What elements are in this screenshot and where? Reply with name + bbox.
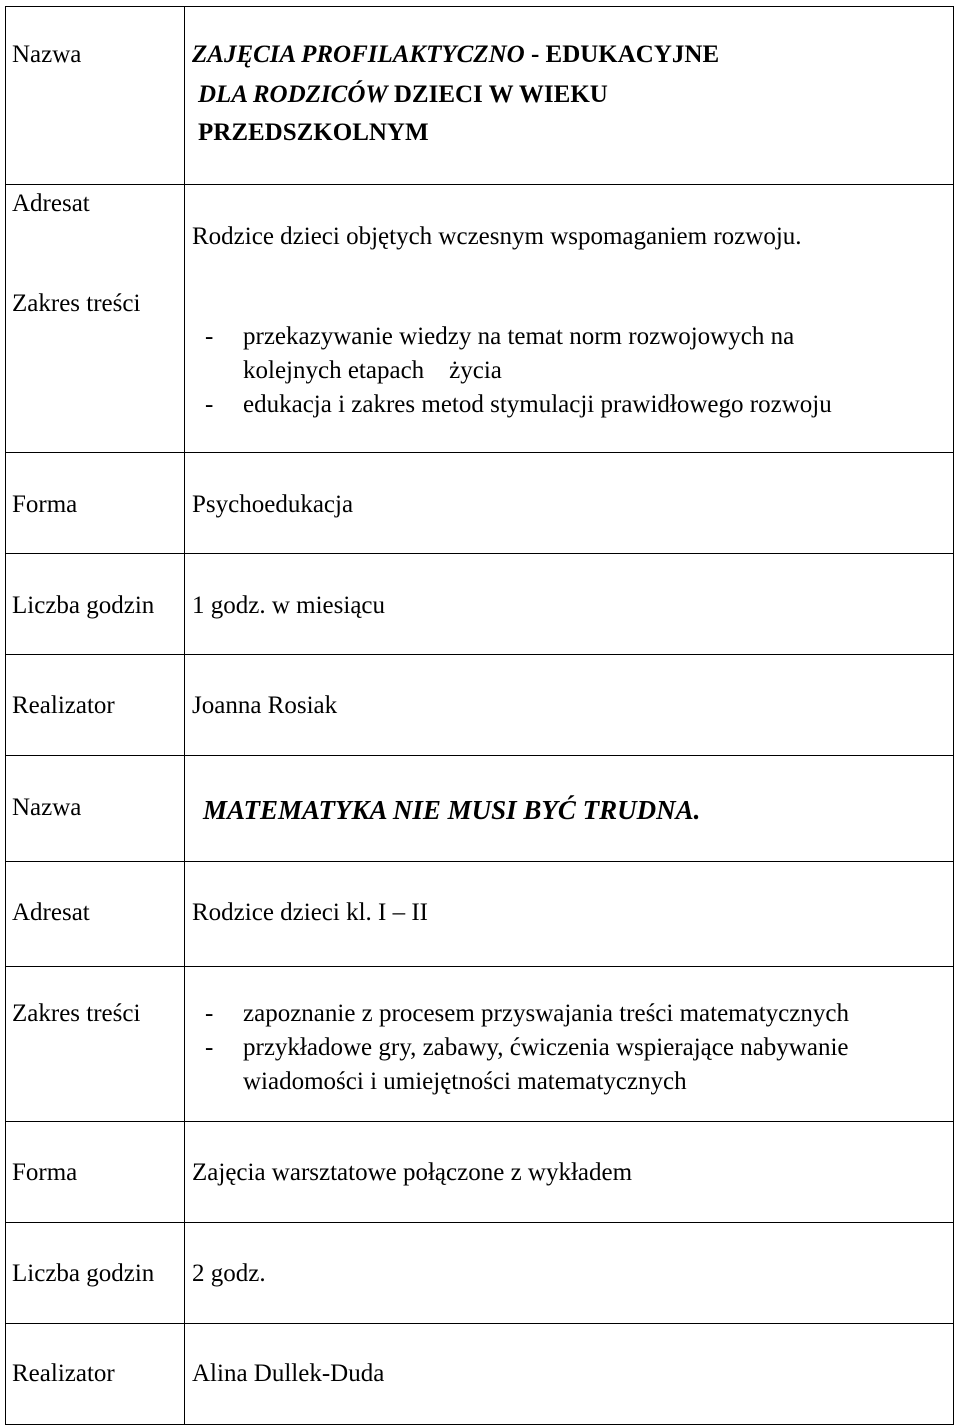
table-border-bottom bbox=[5, 1424, 954, 1425]
row-divider bbox=[5, 452, 954, 453]
row-divider bbox=[5, 184, 954, 185]
forma-value: Psychoedukacja bbox=[192, 491, 354, 518]
realizator-label: Realizator bbox=[12, 1360, 115, 1387]
realizator-value: Joanna Rosiak bbox=[192, 692, 338, 719]
list-bullet: - bbox=[205, 1034, 214, 1061]
forma-label: Forma bbox=[12, 1159, 78, 1186]
nazwa-label: Nazwa bbox=[12, 794, 82, 821]
course-title-italic: DLA RODZICÓW bbox=[198, 81, 388, 108]
course-title-line-2 bbox=[198, 78, 608, 112]
list-bullet: - bbox=[205, 323, 214, 350]
row-divider bbox=[5, 6, 954, 7]
realizator-label: Realizator bbox=[12, 692, 115, 719]
nazwa-label: Nazwa bbox=[12, 41, 82, 68]
liczba-godzin-label: Liczba godzin bbox=[12, 1260, 155, 1287]
table-column-divider bbox=[184, 6, 185, 1425]
course-title-line-1 bbox=[192, 38, 719, 72]
forma-value: Zajęcia warsztatowe połączone z wykładem bbox=[192, 1159, 633, 1186]
course-title-rest: DZIECI W WIEKU bbox=[387, 81, 608, 108]
list-item-text: przekazywanie wiedzy na temat norm rozwojowych na bbox=[243, 323, 795, 350]
liczba-godzin-value: 1 godz. w miesiącu bbox=[192, 592, 386, 619]
list-item bbox=[205, 320, 794, 354]
forma-label: Forma bbox=[12, 491, 78, 518]
row-divider bbox=[5, 553, 954, 554]
list-item bbox=[205, 388, 832, 422]
row-divider bbox=[5, 1121, 954, 1122]
list-bullet: - bbox=[205, 391, 214, 418]
adresat-label: Adresat bbox=[12, 190, 90, 217]
row-divider bbox=[5, 1323, 954, 1324]
adresat-value: Rodzice dzieci objętych wczesnym wspomaganiem rozwoju. bbox=[192, 223, 802, 250]
course-title-rest: - EDUKACYJNE bbox=[524, 41, 720, 68]
program-table bbox=[5, 6, 954, 1425]
adresat-value: Rodzice dzieci kl. I – II bbox=[192, 899, 429, 926]
list-bullet: - bbox=[205, 1000, 214, 1027]
row-divider bbox=[5, 966, 954, 967]
list-item bbox=[205, 1031, 848, 1065]
row-divider bbox=[5, 1222, 954, 1223]
realizator-value: Alina Dullek-Duda bbox=[192, 1360, 385, 1387]
list-item-continuation: kolejnych etapach życia bbox=[243, 357, 502, 384]
adresat-label: Adresat bbox=[12, 899, 90, 926]
course-title-line-3: PRZEDSZKOLNYM bbox=[198, 119, 429, 146]
row-divider bbox=[5, 755, 954, 756]
row-divider bbox=[5, 861, 954, 862]
liczba-godzin-value: 2 godz. bbox=[192, 1260, 266, 1287]
list-item-continuation: wiadomości i umiejętności matematycznych bbox=[243, 1068, 687, 1095]
course-title: MATEMATYKA NIE MUSI BYĆ TRUDNA. bbox=[203, 795, 701, 825]
zakres-label: Zakres treści bbox=[12, 1000, 141, 1027]
list-item-text: przykładowe gry, zabawy, ćwiczenia wspierające nabywanie bbox=[243, 1034, 849, 1061]
course-title-italic: ZAJĘCIA PROFILAKTYCZNO bbox=[192, 41, 525, 68]
list-item-text: edukacja i zakres metod stymulacji prawidłowego rozwoju bbox=[243, 391, 832, 418]
table-border-left bbox=[5, 6, 6, 1425]
list-item bbox=[205, 997, 849, 1031]
list-item-text: zapoznanie z procesem przyswajania treści matematycznych bbox=[243, 1000, 849, 1027]
table-border-right bbox=[953, 6, 954, 1425]
zakres-label: Zakres treści bbox=[12, 290, 141, 317]
row-divider bbox=[5, 654, 954, 655]
liczba-godzin-label: Liczba godzin bbox=[12, 592, 155, 619]
